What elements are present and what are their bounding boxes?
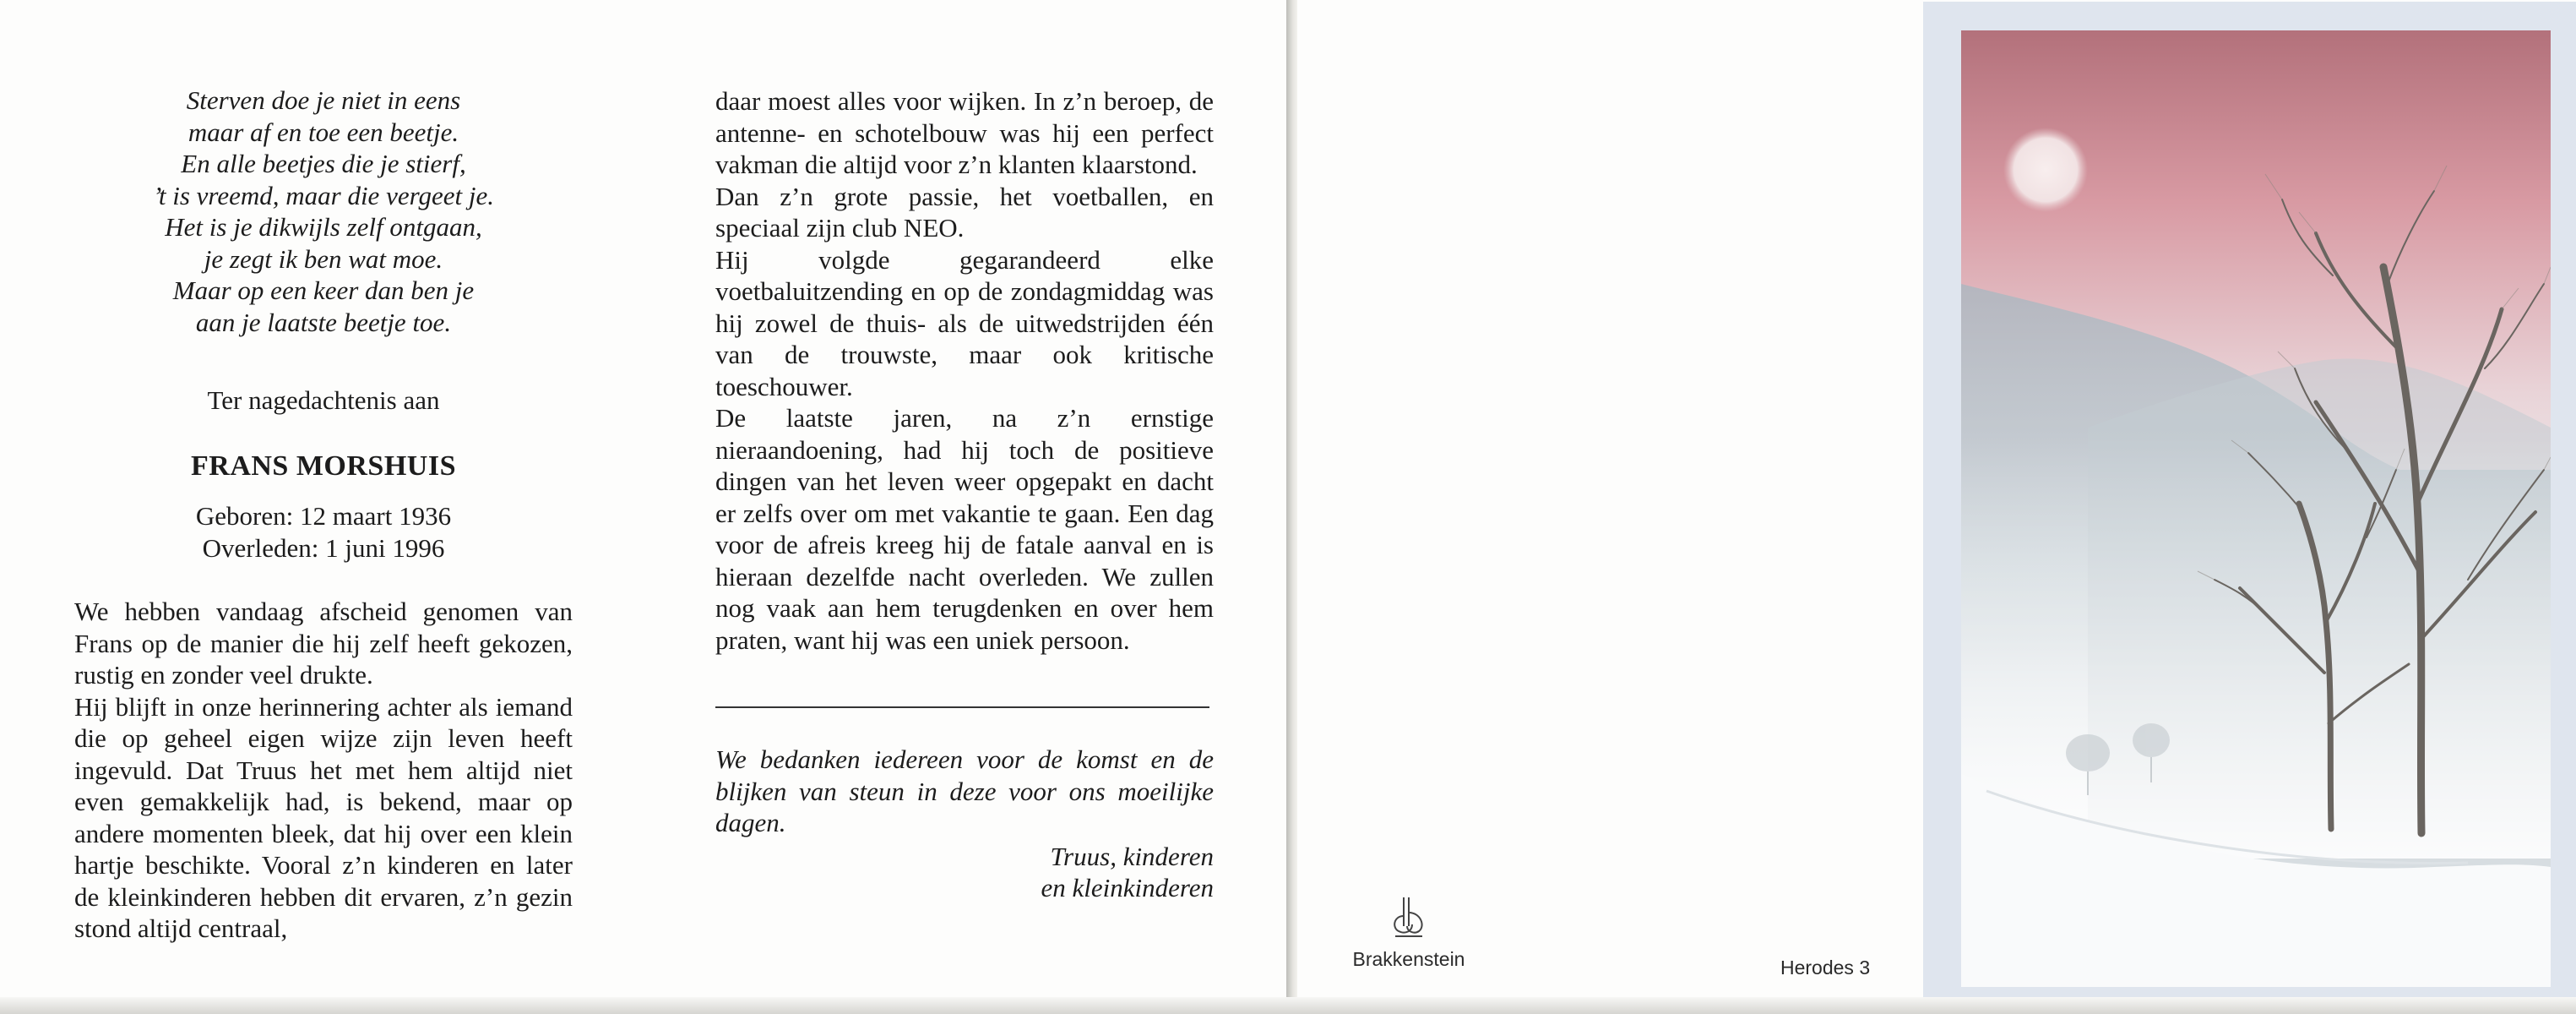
death-date: Overleden: 1 juni 1996 (202, 532, 445, 563)
poem-line: Het is je dikwijls zelf ontgaan, (165, 212, 482, 242)
card-bottom-edge (0, 997, 2576, 1014)
eulogy-paragraph: daar moest alles voor wijken. In z’n beroep, de antenne- en schotelbouw was hij een perfect vakman die altijd voor z’n klanten klaarstond. (715, 86, 1214, 179)
poem-line: Sterven doe je niet in eens (186, 85, 461, 115)
signature (715, 841, 1214, 904)
eulogy-part-1 (74, 596, 573, 945)
poem-line: Maar op een keer dan ben je (172, 275, 475, 305)
brakkenstein-logo-icon (1387, 894, 1431, 943)
eulogy-paragraph: Dan z’n grote passie, het voetballen, en speciaal zijn club NEO. (715, 181, 1214, 243)
eulogy-paragraph: Hij blijft in onze herinnering achter als iemand die op geheel eigen wijze zijn leven heeft ingevuld. Dat Truus het met hem altijd niet even gemakkelijk had, is bekend, maar op andere momenten bleek, dat hij over een klein hartje beschikte. Vooral z’n kinderen en later de kleinkinderen hebben dit ervaren, z’n gezin stond altijd centraal, (74, 691, 573, 943)
middle-column (715, 85, 1214, 904)
publisher-name: Brakkenstein (1352, 948, 1465, 970)
card-fold (1286, 0, 1297, 1014)
birth-date: Geboren: 12 maart 1936 (195, 501, 452, 531)
publisher-mark (1341, 894, 1476, 971)
eulogy-paragraph: We hebben vandaag afscheid genomen van Frans op de manier die hij zelf heeft gekozen, rustig en zonder veel drukte. (74, 597, 573, 690)
dedication: Ter nagedachtenis aan (207, 385, 440, 415)
signature-line: en kleinkinderen (1041, 873, 1214, 902)
poem-line: aan je laatste beetje toe. (195, 307, 452, 337)
life-dates (74, 500, 573, 564)
divider-line (715, 706, 1209, 708)
thank-you-note: We bedanken iedereen voor de komst en de blijken van steun in deze voor ons moeilijke dagen. (715, 744, 1214, 837)
left-column (74, 84, 573, 945)
card-code: Herodes 3 (1780, 957, 1871, 979)
poem-line: maar af en toe een beetje. (187, 117, 459, 147)
poem-line: En alle beetjes die je stierf, (181, 149, 466, 178)
deceased-name: FRANS MORSHUIS (191, 450, 456, 482)
poem-line: je zegt ik ben wat moe. (204, 243, 443, 274)
eulogy-part-2 (715, 85, 1214, 656)
winter-landscape-illustration (1961, 30, 2551, 987)
signature-line: Truus, kinderen (1050, 841, 1214, 871)
eulogy-paragraph: Hij volgde gegarandeerd elke voetbaluitzending en op de zondagmiddag was hij zowel de thuis- als de uitwedstrijden één van de trouwste, maar ook kritische toeschouwer. (715, 244, 1214, 401)
eulogy-paragraph: De laatste jaren, na z’n ernstige nieraandoening, had hij toch de positieve dingen van het leven weer opgepakt en dacht er zelfs over om met vakantie te gaan. Een dag voor de afreis kreeg hij de fatale aanval en is hieraan dezelfde nacht overleden. We zullen nog vaak aan hem terugdenken en over hem praten, want hij was een uniek persoon. (715, 403, 1214, 655)
poem (74, 84, 573, 338)
poem-line: ’t is vreemd, maar die vergeet je. (152, 180, 494, 210)
